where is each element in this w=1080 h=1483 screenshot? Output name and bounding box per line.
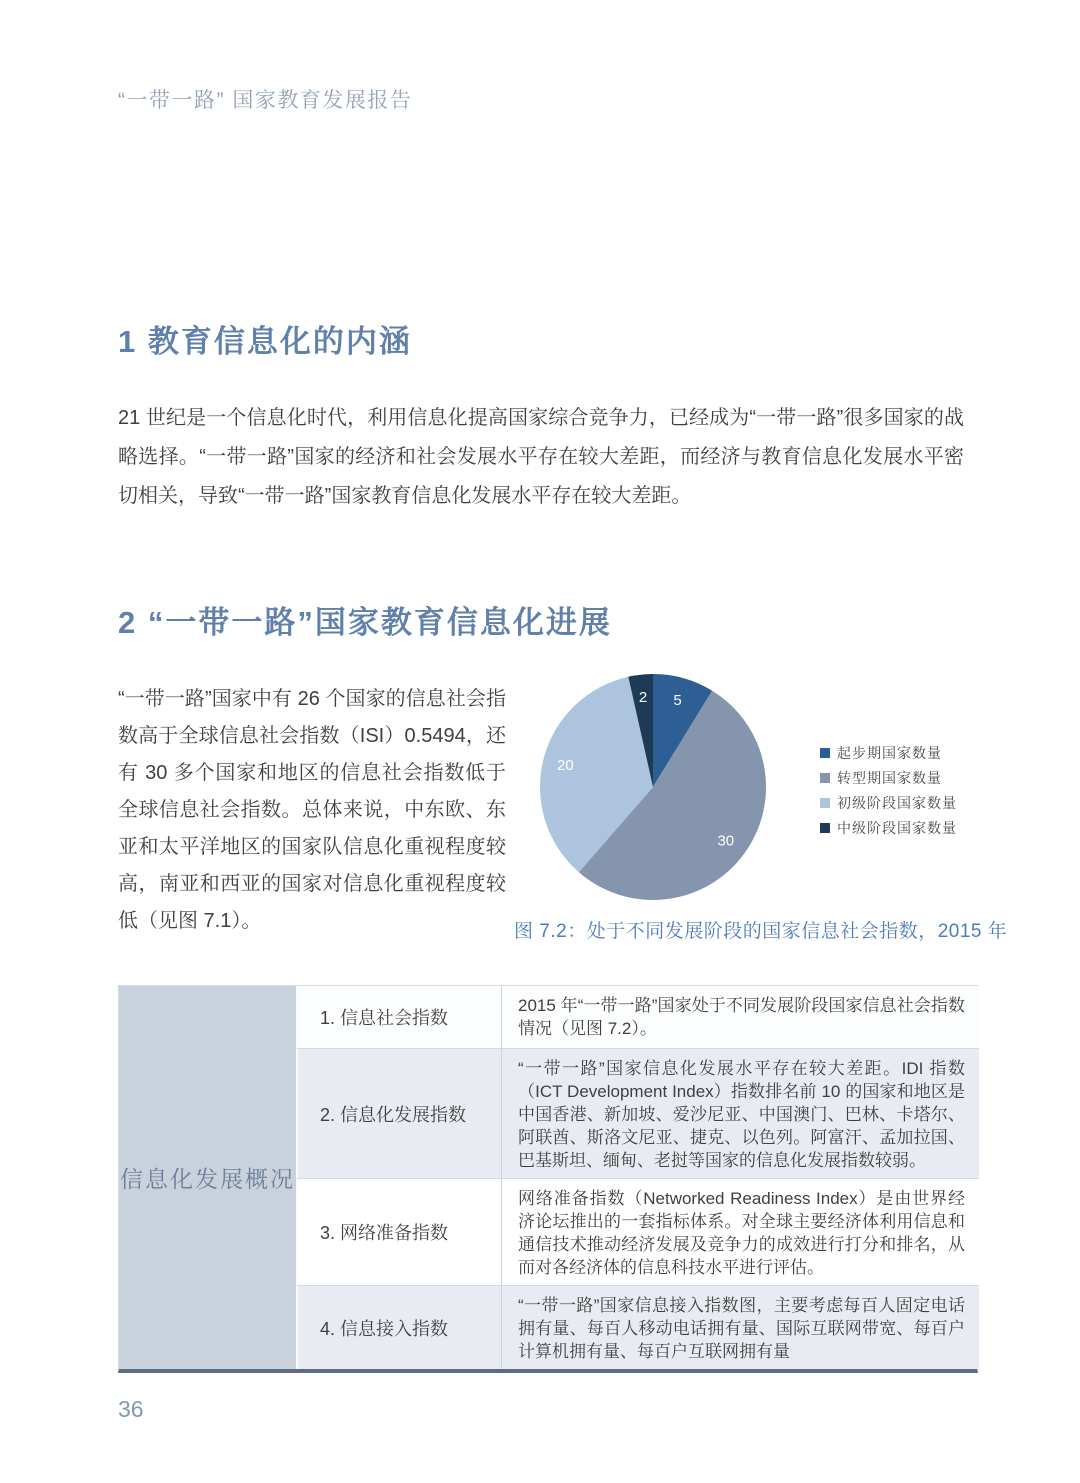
page-number: 36 <box>118 1396 144 1422</box>
legend-swatch-icon <box>820 798 830 808</box>
pie-svg <box>536 670 770 904</box>
info-table <box>118 985 978 1373</box>
legend-label: 初级阶段国家数量 <box>837 794 957 811</box>
table-row-header: 信息化发展概况 <box>119 986 296 1369</box>
legend-item <box>820 790 957 815</box>
pie-slice-value-label: 2 <box>638 689 648 707</box>
table-row-label: 2. 信息化发展指数 <box>296 1048 501 1178</box>
table-row-label: 3. 网络准备指数 <box>296 1178 501 1285</box>
table-row-content: “一带一路”国家信息接入指数图，主要考虑每百人固定电话拥有量、每百人移动电话拥有量、国际互联网带宽、每百户计算机拥有量、每百户互联网拥有量 <box>501 1285 979 1369</box>
pie-slice-value-label: 30 <box>717 832 735 850</box>
pie-slice-value-label: 5 <box>673 692 682 709</box>
legend-swatch-icon <box>820 823 830 833</box>
legend <box>820 740 957 840</box>
table-row-content: “一带一路”国家信息化发展水平存在较大差距。IDI 指数（ICT Development Index）指数排名前 10 的国家和地区是中国香港、新加坡、爱沙尼亚、中国澳门、巴林、卡塔尔、阿联酋、斯洛文尼亚、捷克、以色列。阿富汗、孟加拉国、巴基斯坦、缅甸、老挝等国家的信息化发展指数较弱。 <box>501 1048 979 1178</box>
table-row-label: 1. 信息社会指数 <box>296 986 501 1048</box>
table-row-content: 网络准备指数（Networked Readiness Index）是由世界经济论坛推出的一套指标体系。对全球主要经济体利用信息和通信技术推动经济发展及竞争力的成效进行打分和排名，从而对各经济体的信息科技水平进行评估。 <box>501 1178 979 1285</box>
table-row-label: 4. 信息接入指数 <box>296 1285 501 1369</box>
legend-swatch-icon <box>820 748 830 758</box>
legend-label: 起步期国家数量 <box>837 744 942 761</box>
report-title: “一带一路” 国家教育发展报告 <box>118 89 413 112</box>
legend-label: 转型期国家数量 <box>837 769 942 786</box>
section2-heading: 2 “一带一路”国家教育信息化进展 <box>118 605 612 640</box>
legend-label: 中级阶段国家数量 <box>837 819 957 836</box>
section1-paragraph: 21 世纪是一个信息化时代，利用信息化提高国家综合竞争力，已经成为“一带一路”很多国家的战略选择。“一带一路”国家的经济和社会发展水平存在较大差距，而经济与教育信息化发展水平密切相关，导致“一带一路”国家教育信息化发展水平存在较大差距。 <box>118 407 964 507</box>
legend-swatch-icon <box>820 773 830 783</box>
table-row-content: 2015 年“一带一路”国家处于不同发展阶段国家信息社会指数情况（见图 7.2）。 <box>501 986 979 1048</box>
pie-chart <box>536 670 770 904</box>
figure-caption: 图 7.2：处于不同发展阶段的国家信息社会指数，2015 年 <box>514 921 1008 942</box>
legend-item <box>820 740 957 765</box>
legend-item <box>820 765 957 790</box>
pie-slice-value-label: 20 <box>557 756 574 774</box>
section2-paragraph: “一带一路”国家中有 26 个国家的信息社会指数高于全球信息社会指数（ISI）0.5494，还有 30 多个国家和地区的信息社会指数低于全球信息社会指数。总体来说，中东欧、东亚和太平洋地区的国家队信息化重视程度较高，南亚和西亚的国家对信息化重视程度较低（见图 7.1）。 <box>118 688 506 932</box>
section1-heading: 1 教育信息化的内涵 <box>118 324 412 359</box>
legend-item <box>820 815 957 840</box>
